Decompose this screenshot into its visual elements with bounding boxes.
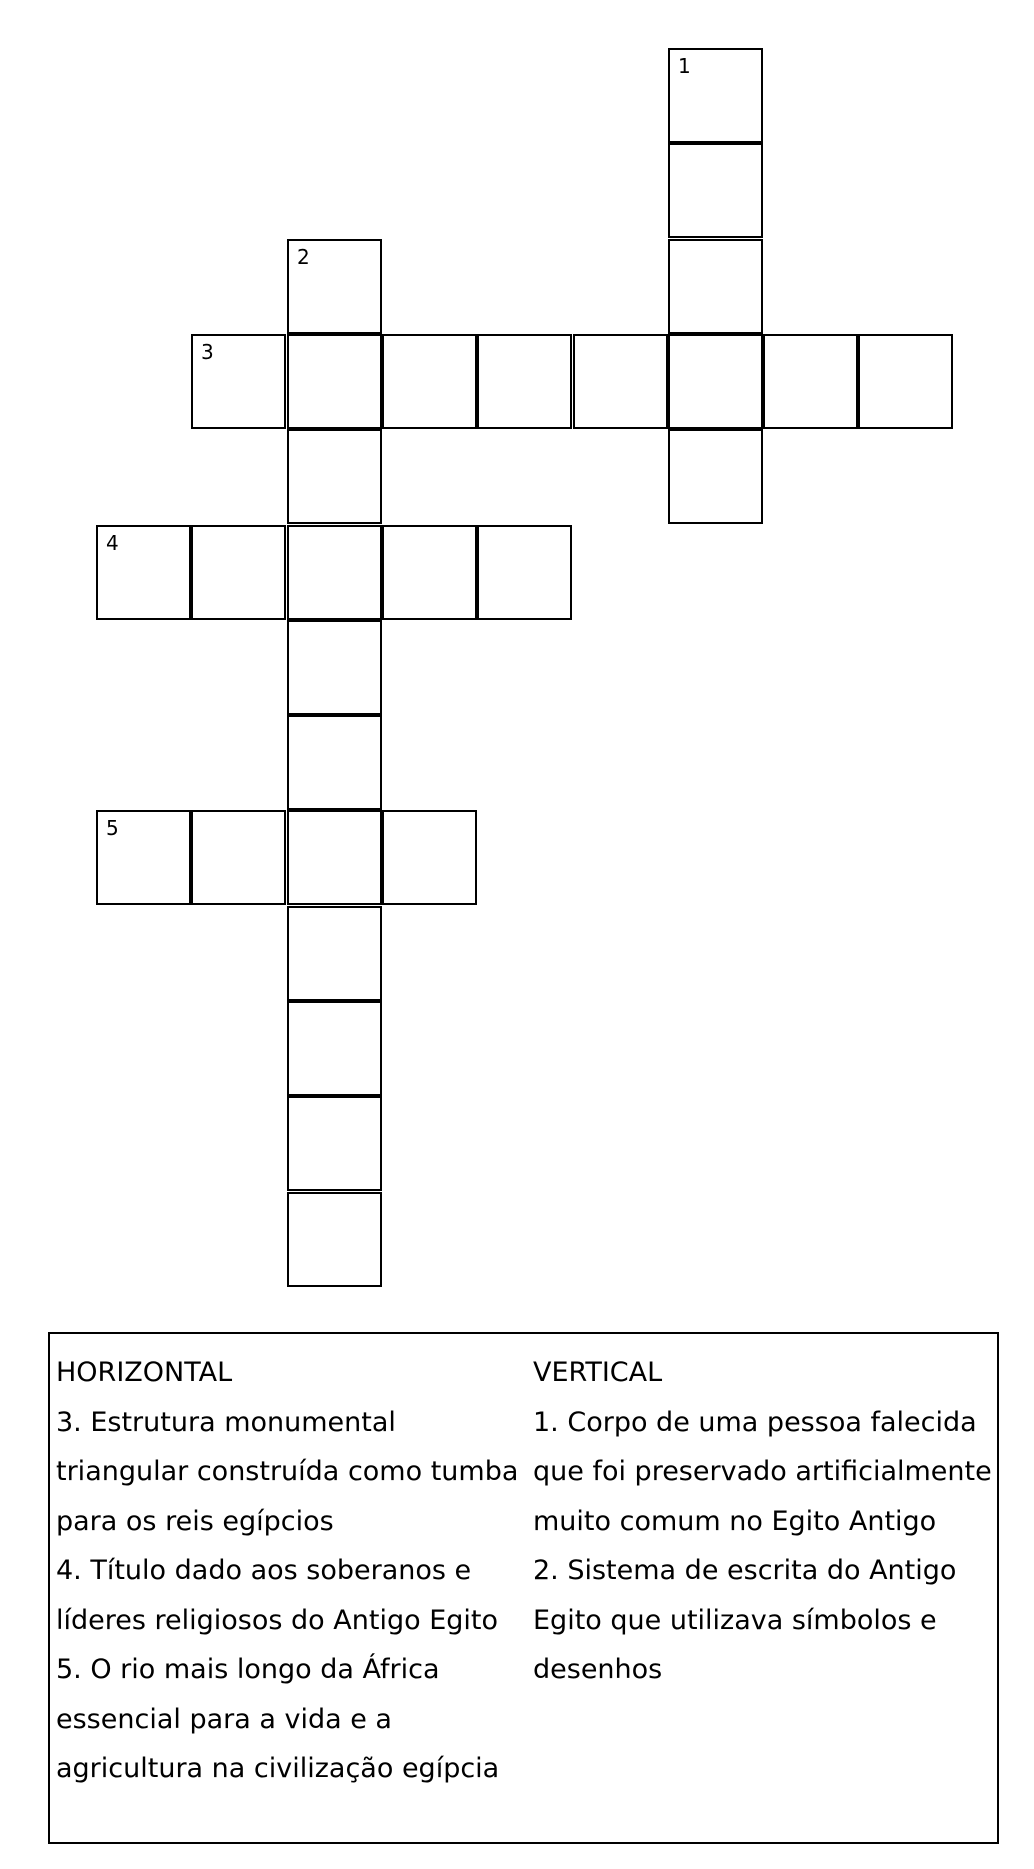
grid-cell[interactable]	[382, 810, 477, 905]
vertical-heading: VERTICAL	[533, 1357, 663, 1388]
grid-cell[interactable]	[287, 334, 382, 429]
clue-down-1: 1. Corpo de uma pessoa falecida que foi preservado artificialmente muito comum no Egito Antigo	[533, 1406, 992, 1537]
grid-cell[interactable]	[287, 906, 382, 1001]
clue-number: 1	[678, 54, 691, 78]
grid-cell[interactable]	[96, 525, 191, 620]
grid-cell[interactable]	[858, 334, 953, 429]
grid-cell[interactable]	[287, 525, 382, 620]
vertical-clues	[533, 1348, 995, 1695]
grid-cell[interactable]	[573, 334, 668, 429]
clue-across-4: 4. Título dado aos soberanos e líderes religiosos do Antigo Egito	[56, 1555, 498, 1636]
horizontal-clues	[56, 1348, 522, 1794]
grid-cell[interactable]	[382, 525, 477, 620]
clue-number: 4	[106, 531, 119, 555]
grid-cell[interactable]	[668, 48, 763, 143]
grid-cell[interactable]	[287, 620, 382, 715]
grid-cell[interactable]	[287, 1001, 382, 1096]
grid-cell[interactable]	[287, 715, 382, 810]
grid-cell[interactable]	[191, 525, 286, 620]
grid-cell[interactable]	[191, 334, 286, 429]
grid-cell[interactable]	[668, 334, 763, 429]
grid-cell[interactable]	[96, 810, 191, 905]
grid-cell[interactable]	[287, 1096, 382, 1191]
clue-across-5: 5. O rio mais longo da África essencial para a vida e a agricultura na civilização egípcia	[56, 1654, 500, 1784]
grid-cell[interactable]	[287, 429, 382, 524]
clue-number: 3	[201, 340, 214, 364]
grid-cell[interactable]	[763, 334, 858, 429]
grid-cell[interactable]	[477, 334, 572, 429]
grid-cell[interactable]	[382, 334, 477, 429]
grid-cell[interactable]	[287, 1192, 382, 1287]
horizontal-heading: HORIZONTAL	[56, 1357, 233, 1388]
clue-number: 5	[106, 816, 119, 840]
grid-cell[interactable]	[287, 810, 382, 905]
grid-cell[interactable]	[191, 810, 286, 905]
grid-cell[interactable]	[287, 239, 382, 334]
grid-cell[interactable]	[668, 239, 763, 334]
clue-number: 2	[297, 245, 310, 269]
clues-box	[48, 1332, 999, 1844]
grid-cell[interactable]	[477, 525, 572, 620]
clue-across-3: 3. Estrutura monumental triangular construída como tumba para os reis egípcios	[56, 1406, 519, 1537]
grid-cell[interactable]	[668, 429, 763, 524]
grid-cell[interactable]	[668, 143, 763, 238]
clue-down-2: 2. Sistema de escrita do Antigo Egito que utilizava símbolos e desenhos	[533, 1555, 957, 1685]
